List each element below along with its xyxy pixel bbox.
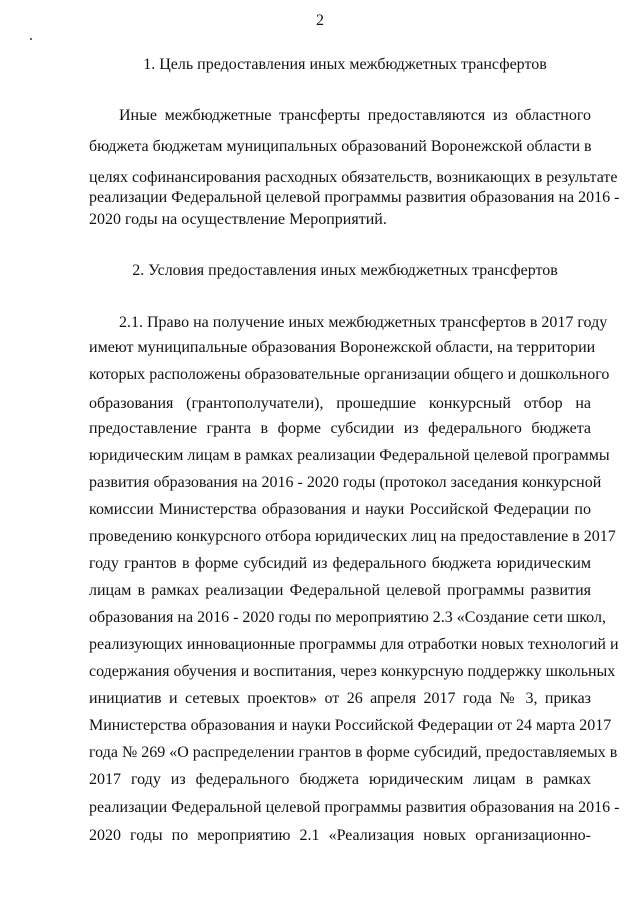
section-2-line: 2.1. Право на получение иных межбюджетных трансфертов в 2017 году [119,314,608,331]
scan-speck [30,38,32,40]
section-2-line: содержания обучения и воспитания, через конкурсную поддержку школьных [89,663,616,680]
section-1-heading: 1. Цель предоставления иных межбюджетных трансфертов [143,56,547,73]
section-2-line: образования на 2016 - 2020 годы по мероприятию 2.3 «Создание сети школ, [89,609,606,626]
section-1-line: Иные межбюджетные трансферты предоставляются из областного [119,107,591,124]
section-2-line: предоставление гранта в форме субсидии из федерального бюджета [89,420,591,437]
section-2-line: Министерства образования и науки Российской Федерации от 24 марта 2017 [89,717,612,734]
section-2-line: имеют муниципальные образования Воронежской области, на территории [89,339,596,356]
section-2-line: которых расположены образовательные организации общего и дошкольного [89,366,610,383]
section-1-line: бюджета бюджетам муниципальных образований Воронежской области в [89,138,592,155]
section-2-line: года № 269 «О распределении грантов в форме субсидий, предоставляемых в [89,744,618,761]
section-2-line: реализации Федеральной целевой программы развития образования на 2016 - [89,799,620,816]
section-2-line: 2020 годы по мероприятию 2.1 «Реализация новых организационно- [89,827,591,844]
section-1-line: целях софинансирования расходных обязательств, возникающих в результате [89,169,618,186]
section-2-line: развития образования на 2016 - 2020 годы (протокол заседания конкурсной [89,474,602,491]
section-1-line: 2020 годы на осуществление Мероприятий. [89,211,387,228]
section-2-line: проведению конкурсного отбора юридических лиц на предоставление в 2017 [89,528,616,545]
section-2-line: году грантов в форме субсидий из федерального бюджета юридическим [89,555,591,572]
section-2-line: юридическим лицам в рамках реализации Федеральной целевой программы [89,447,610,464]
section-2-line: реализующих инновационные программы для отработки новых технологий и [89,636,619,653]
section-2-line: комиссии Министерства образования и науки Российской Федерации по [89,501,591,518]
section-2-heading: 2. Условия предоставления иных межбюджетных трансфертов [132,262,558,279]
page-number: 2 [316,12,324,29]
section-2-line: лицам в рамках реализации Федеральной целевой программы развития [89,582,591,599]
section-2-line: 2017 году из федерального бюджета юридическим лицам в рамках [89,771,591,788]
section-2-line: инициатив и сетевых проектов» от 26 апреля 2017 года № 3, приказ [89,690,591,707]
section-2-line: образования (грантополучатели), прошедшие конкурсный отбор на [89,395,591,412]
section-1-line: реализации Федеральной целевой программы развития образования на 2016 - [89,189,620,206]
